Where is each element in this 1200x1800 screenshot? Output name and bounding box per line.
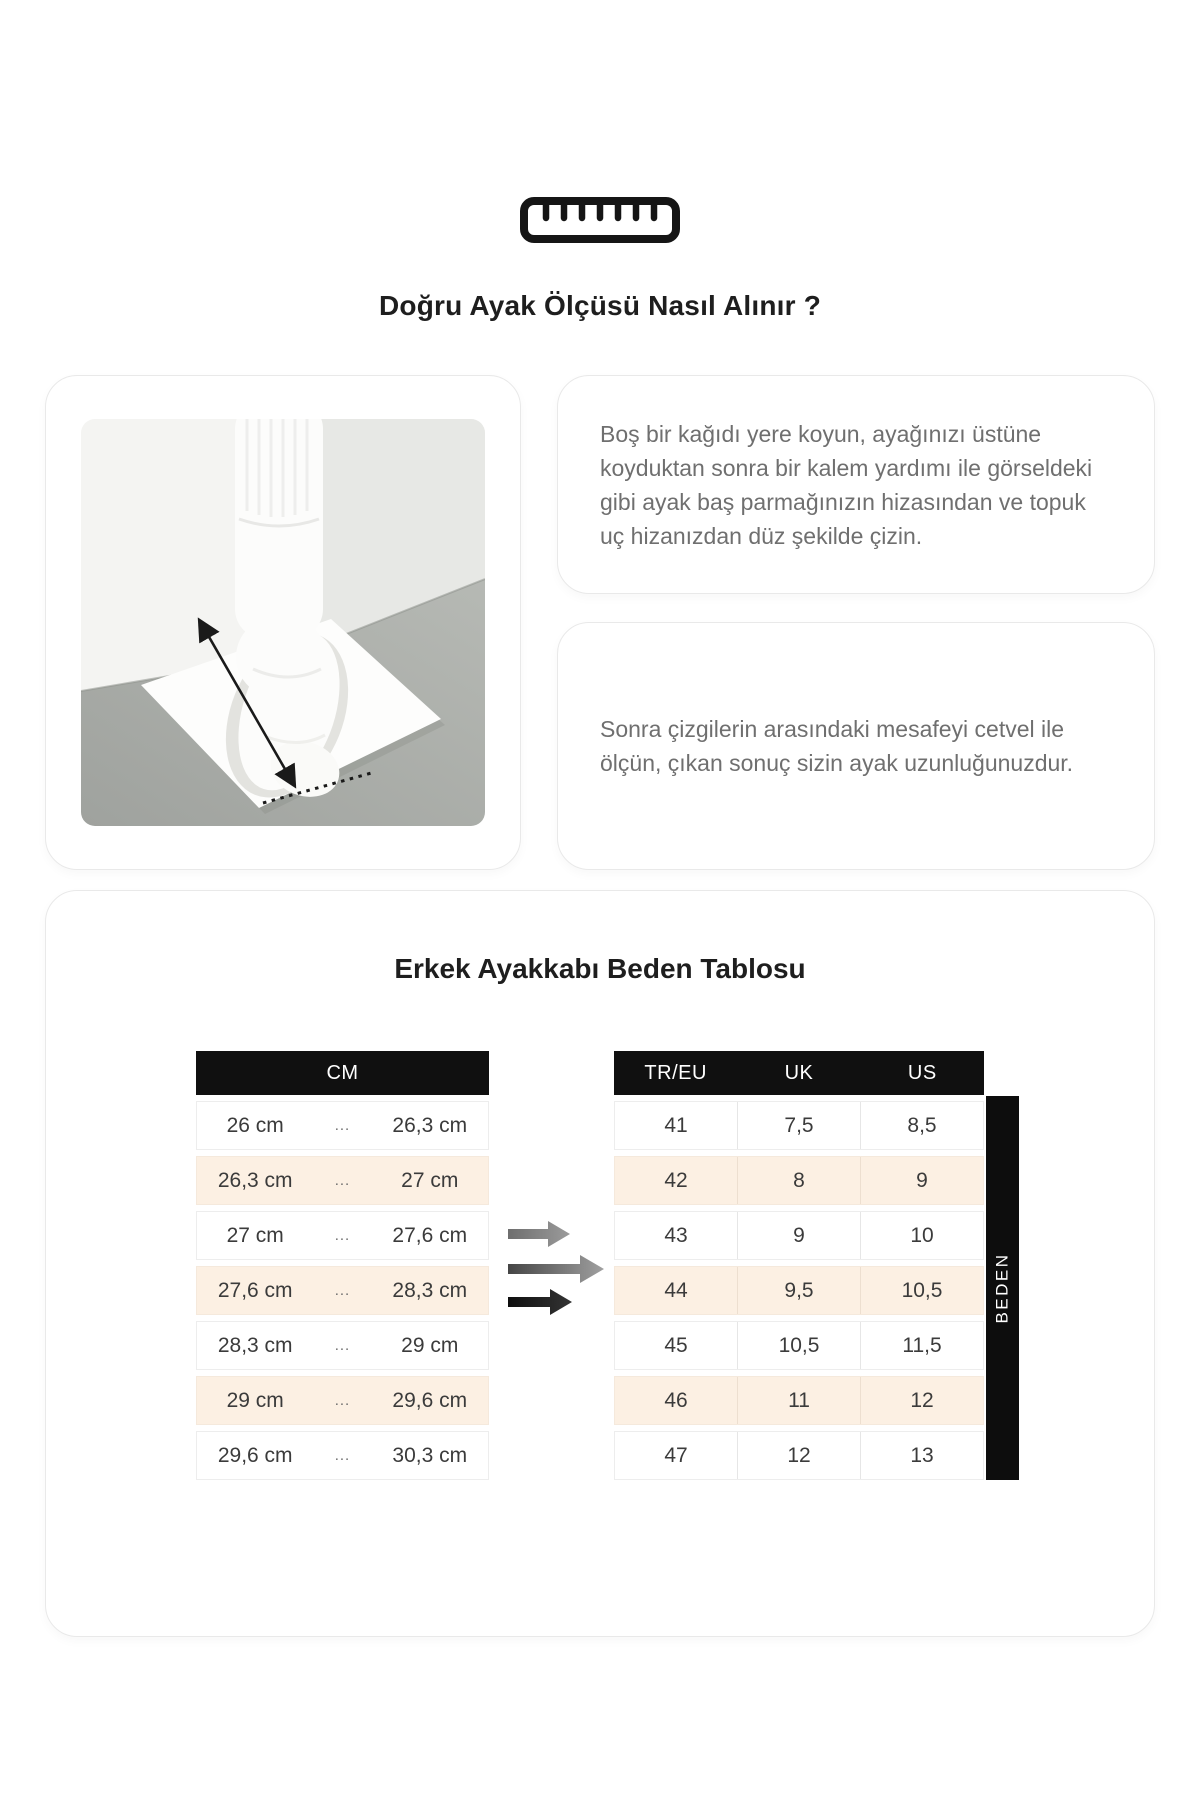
size-table-row: 47 12 13 xyxy=(614,1431,984,1480)
cm-table-row: 27 cm ... 27,6 cm xyxy=(196,1211,489,1260)
range-dots: ... xyxy=(334,1172,351,1189)
size-table-row: 41 7,5 8,5 xyxy=(614,1101,984,1150)
cm-table-row: 26,3 cm ... 27 cm xyxy=(196,1156,489,1205)
instruction-column xyxy=(557,375,1155,870)
ruler-icon-wrap xyxy=(0,197,1200,248)
cm-table-row: 28,3 cm ... 29 cm xyxy=(196,1321,489,1370)
cm-table-header: CM xyxy=(196,1051,489,1095)
cm-table-row: 29,6 cm ... 30,3 cm xyxy=(196,1431,489,1480)
range-dots: ... xyxy=(334,1227,351,1244)
size-table-title: Erkek Ayakkabı Beden Tablosu xyxy=(394,953,806,984)
size-table-row: 42 8 9 xyxy=(614,1156,984,1205)
instruction-card-2 xyxy=(557,622,1155,870)
range-dots: ... xyxy=(334,1337,351,1354)
foot-on-paper-photo xyxy=(81,419,485,826)
size-table-row: 45 10,5 11,5 xyxy=(614,1321,984,1370)
cm-table-row: 26 cm ... 26,3 cm xyxy=(196,1101,489,1150)
arrow-right-icon xyxy=(508,1255,604,1283)
instruction-text-2: Sonra çizgilerin arasındaki mesafeyi cetvel ile ölçün, çıkan sonuç sizin ayak uzunluğunuzdur. xyxy=(600,716,1074,776)
page-title: Doğru Ayak Ölçüsü Nasıl Alınır ? xyxy=(378,290,822,321)
size-table-row: 46 11 12 xyxy=(614,1376,984,1425)
cm-table xyxy=(196,1051,489,1480)
beden-axis-label: BEDEN xyxy=(986,1096,1019,1480)
range-dots: ... xyxy=(334,1447,351,1464)
intl-size-table-header: TR/EU UK US xyxy=(614,1051,984,1095)
cm-table-row: 29 cm ... 29,6 cm xyxy=(196,1376,489,1425)
instruction-card-1 xyxy=(557,375,1155,594)
range-dots: ... xyxy=(334,1117,351,1134)
intl-size-table xyxy=(614,1051,984,1480)
foot-measure-photo-card xyxy=(45,375,521,870)
range-dots: ... xyxy=(334,1392,351,1409)
size-table-row: 44 9,5 10,5 xyxy=(614,1266,984,1315)
range-dots: ... xyxy=(334,1282,351,1299)
ruler-icon xyxy=(520,197,680,243)
instruction-text-1: Boş bir kağıdı yere koyun, ayağınızı üstüne koyduktan sonra bir kalem yardımı ile görseldeki gibi ayak baş parmağınızın hizasından ve topuk uç hizanızdan düz şekilde çizin. xyxy=(600,420,1093,549)
arrow-right-icon xyxy=(508,1289,572,1315)
cm-table-row: 27,6 cm ... 28,3 cm xyxy=(196,1266,489,1315)
size-table-card xyxy=(45,890,1155,1637)
size-table-row: 43 9 10 xyxy=(614,1211,984,1260)
arrow-right-icon xyxy=(508,1221,570,1247)
how-to-section xyxy=(45,375,1155,870)
